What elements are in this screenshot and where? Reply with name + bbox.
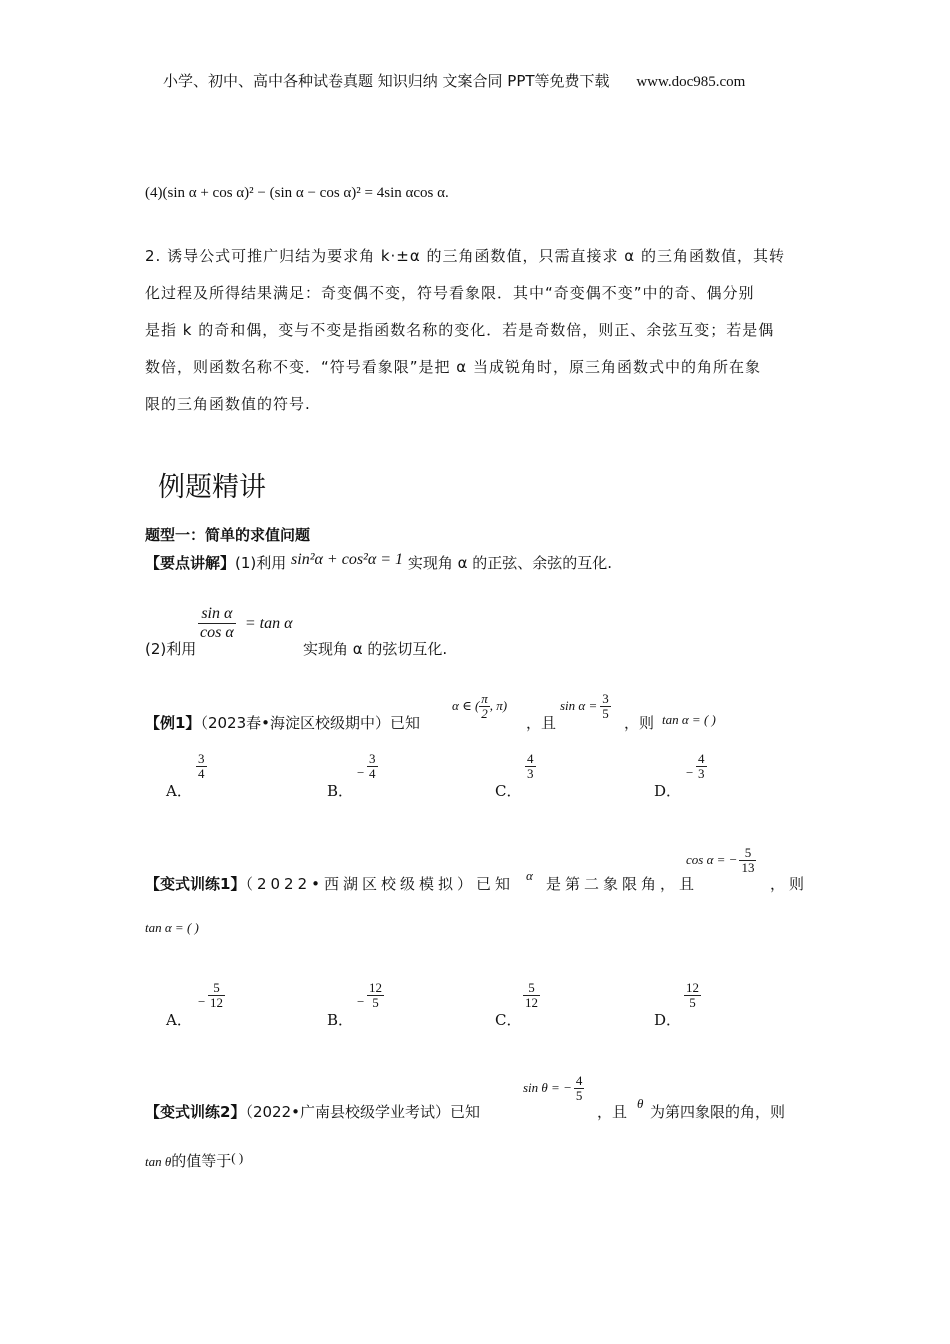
variant2-cond	[523, 1074, 584, 1104]
variant2-ask-tail: 的值等于	[171, 1152, 232, 1170]
variant1-then: ，则	[770, 875, 809, 893]
option-num: 3	[369, 751, 376, 766]
type1-title: 题型一：简单的求值问题	[145, 526, 311, 544]
key2-num: sin α	[198, 605, 236, 624]
variant1-option-c[interactable]	[495, 980, 538, 1029]
variant2-stem	[145, 1101, 480, 1122]
cond1-tail: , π)	[489, 697, 508, 713]
option-den: 12	[210, 995, 223, 1011]
option-sign: −	[686, 765, 694, 780]
variant2-tail: 为第四象限的角，则	[650, 1103, 786, 1121]
option-num: 5	[213, 980, 220, 995]
variant1-option-d[interactable]	[654, 980, 699, 1029]
option-label: D．	[654, 1011, 682, 1029]
key2-rhs: = tan α	[244, 614, 293, 632]
cond2-text: sin α =	[560, 697, 598, 713]
example1-label: 【例1】	[145, 714, 201, 732]
option-sign: −	[198, 994, 206, 1009]
para2-line2: 化过程及所得结果满足：奇变偶不变，符号看象限．其中“奇变偶不变”中的奇、偶分别	[145, 284, 755, 302]
example1-option-a[interactable]	[166, 751, 205, 800]
example1-ask: tan α = ( )	[662, 712, 716, 727]
para2-line4: 数倍，则函数名称不变．“符号看象限”是把 α 当成锐角时，原三角函数式中的角所在象	[145, 358, 761, 376]
cond2-num: 3	[602, 691, 609, 706]
option-label: D．	[654, 782, 682, 800]
example1-source: （2023春•海淀区校级期中）已知	[200, 714, 420, 732]
variant1-option-b[interactable]	[327, 980, 382, 1029]
variant2-ask	[145, 1150, 243, 1171]
option-label: A．	[166, 782, 192, 800]
option-label: B．	[327, 1011, 354, 1029]
variant1-source: （2022•西湖区校级模拟）已知	[245, 875, 514, 893]
variant1-var: α	[526, 868, 533, 883]
variant1-cond-text: cos α = −	[686, 851, 738, 867]
type1-key1	[145, 552, 612, 573]
variant2-label: 【变式训练2】	[145, 1103, 246, 1121]
variant1-cond-den: 13	[741, 860, 755, 876]
option-den: 5	[367, 995, 384, 1010]
option-label: A．	[166, 1011, 192, 1029]
option-label: C．	[495, 1011, 522, 1029]
variant1-label: 【变式训练1】	[145, 875, 246, 893]
key2-suffix: 实现角 α 的弦切互化.	[303, 640, 448, 658]
key2-den: cos α	[200, 623, 234, 641]
para2-line1: 2. 诱导公式可推广归结为要求角 k·±α 的三角函数值，只需直接求 α 的三角函数值，其转	[145, 247, 785, 265]
variant2-ask-func: tan θ	[145, 1154, 172, 1169]
section-title: 例题精讲	[158, 472, 266, 503]
key2-fraction	[198, 605, 292, 641]
option-den: 3	[527, 766, 534, 782]
key-label: 【要点讲解】	[145, 554, 236, 572]
example1-cond2	[560, 692, 611, 722]
page-header	[163, 70, 745, 91]
key2-prefix: (2)利用	[145, 640, 197, 658]
variant2-cond-num: 4	[575, 1073, 583, 1088]
example1-and: ，且	[526, 714, 557, 732]
option-den: 4	[369, 766, 376, 782]
variant2-var: θ	[637, 1096, 644, 1111]
option-den: 3	[698, 766, 705, 782]
option-label: C．	[495, 782, 522, 800]
option-num: 12	[686, 980, 699, 995]
header-text: 小学、初中、高中各种试卷真题 知识归纳 文案合同 PPT等免费下载	[163, 72, 610, 90]
formula-4: (4)(sin α + cos α)² − (sin α − cos α)² = 4sin αcos α.	[145, 185, 449, 201]
key1-suffix: 实现角 α 的正弦、余弦的互化.	[407, 554, 613, 572]
variant2-source: （2022•广南县校级学业考试）已知	[245, 1103, 480, 1121]
variant1-cond	[686, 846, 756, 876]
option-num: 4	[698, 751, 705, 766]
option-sign: −	[357, 994, 365, 1009]
example1-cond1	[452, 692, 507, 722]
option-den: 12	[525, 995, 538, 1011]
option-num: 4	[527, 751, 534, 766]
variant2-paren: ( )	[231, 1150, 244, 1165]
option-sign: −	[357, 765, 365, 780]
example1-stem	[145, 712, 420, 733]
option-label: B．	[327, 782, 354, 800]
variant1-cond-num: 5	[739, 846, 756, 861]
cond1-den: 2	[481, 706, 488, 722]
key1-prefix: (1)利用	[235, 554, 287, 572]
option-num: 3	[198, 751, 205, 766]
option-num: 12	[369, 980, 382, 995]
variant2-mid: ，且	[597, 1103, 628, 1121]
cond1-num: π	[481, 691, 488, 706]
para2-line5: 限的三角函数值的符号.	[145, 395, 311, 413]
header-site: www.doc985.com	[636, 74, 746, 90]
para2-line3: 是指 k 的奇和偶，变与不变是指函数名称的变化．若是奇数倍，则正、余弦互变；若是偶	[145, 321, 775, 339]
cond2-den: 5	[602, 706, 609, 722]
option-den: 4	[198, 766, 205, 782]
example1-option-c[interactable]	[495, 751, 534, 800]
cond1-text: α ∈ (	[452, 697, 480, 713]
variant1-mid: 是第二象限角，且	[546, 875, 699, 893]
option-den: 5	[684, 995, 701, 1010]
key1-formula: sin²α + cos²α = 1	[291, 551, 404, 568]
example1-option-b[interactable]	[327, 751, 376, 800]
variant2-cond-den: 5	[575, 1088, 583, 1104]
variant1-stem	[145, 873, 514, 894]
variant1-ask: tan α = ( )	[145, 920, 199, 935]
example1-option-d[interactable]	[654, 751, 705, 800]
variant2-cond-text: sin θ = −	[523, 1079, 572, 1095]
example1-then: ，则	[624, 714, 655, 732]
variant1-option-a[interactable]	[166, 980, 223, 1029]
option-num: 5	[528, 980, 535, 995]
